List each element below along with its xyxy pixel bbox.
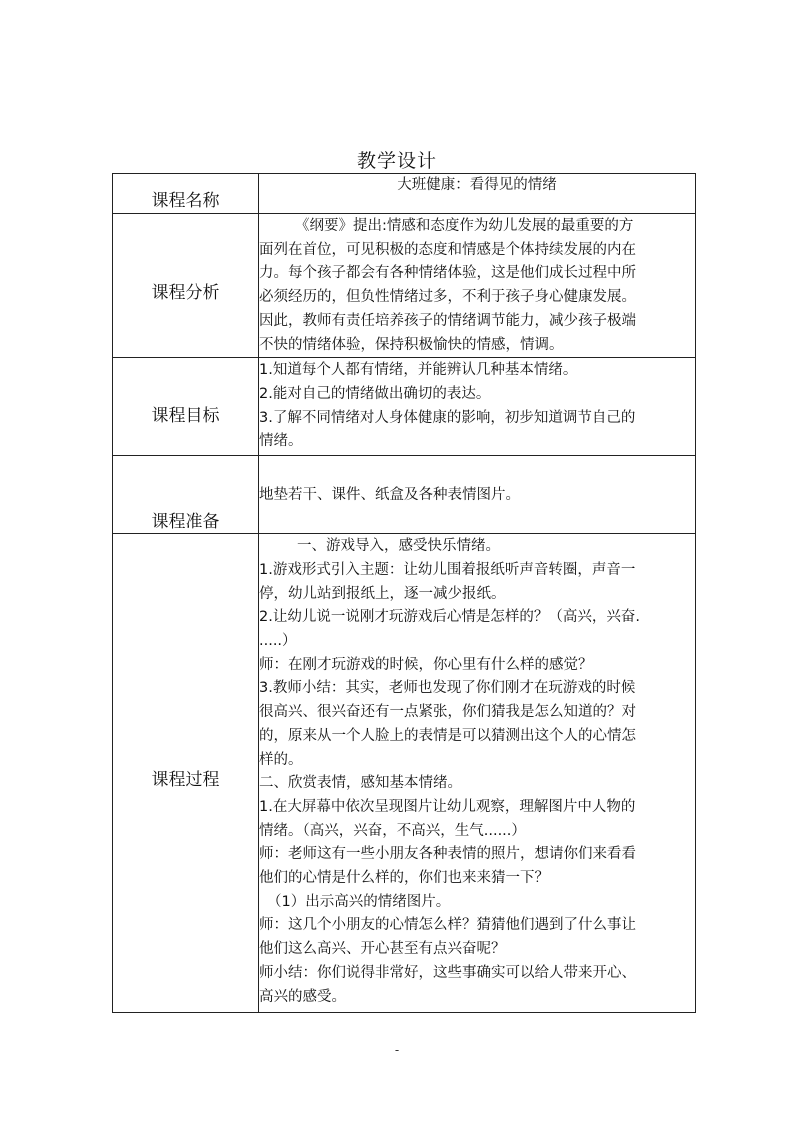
text-line: 不快的情绪体验，保持积极愉快的情感，情调。 [259,336,564,353]
text-line: 样的。 [259,751,303,768]
label-cell [113,214,259,358]
course-name-value: 大班健康：看得见的情绪 [259,174,696,214]
text-line: 他们这么高兴、开心甚至有点兴奋呢？ [259,941,506,958]
row-analysis [113,214,696,358]
row-process [113,534,696,1013]
text-line: 因此，教师有责任培养孩子的情绪调节能力，减少孩子极端 [259,312,636,329]
preparation-content [259,456,696,534]
course-name-label: 课程名称 [151,191,220,211]
text-line: 他们的心情是什么样的，你们也来来猜一下？ [259,870,549,887]
text-line: （1）出示高兴的情绪图片。 [267,893,451,910]
text-line: 2.能对自己的情绪做出确切的表达。 [259,385,491,402]
text-line: 师：这几个小朋友的心情怎么样？猜猜他们遇到了什么事让 [259,917,636,934]
text-line: 地垫若干、课件、纸盒及各种表情图片。 [259,487,520,504]
text-line: 力。每个孩子都会有各种情绪体验，这是他们成长过程中所 [259,265,636,282]
text-line: 二、欣赏表情，感知基本情绪。 [259,775,462,792]
text-line: 2.让幼儿说一说刚才玩游戏后心情是怎样的？（高兴，兴奋. [259,609,640,626]
analysis-label: 课程分析 [151,283,220,303]
preparation-label: 课程准备 [151,512,220,533]
text-line: 1.游戏形式引入主题：让幼儿围着报纸听声音转圈，声音一 [259,561,636,578]
analysis-content [259,214,696,358]
text-line: 高兴的感受。 [259,988,346,1005]
text-line: 1.在大屏幕中依次呈现图片让幼儿观察，理解图片中人物的 [259,798,636,815]
objectives-content [259,358,696,456]
process-content [259,534,696,1013]
process-label: 课程过程 [151,770,220,791]
page-footer-mark: - [394,1043,400,1057]
objectives-label: 课程目标 [151,406,220,427]
text-line: 3.教师小结：其实，老师也发现了你们刚才在玩游戏的时候 [259,680,636,697]
label-cell [113,358,259,456]
text-line: 情绪。 [259,433,303,450]
text-line: 的，原来从一个人脸上的表情是可以猜测出这个人的心情怎 [259,727,636,744]
lesson-plan-table [112,173,696,1013]
text-line: 很高兴、很兴奋还有一点紧张，你们猜我是怎么知道的？对 [259,704,636,721]
label-cell [113,534,259,1013]
label-cell [113,174,259,214]
text-line: 1.知道每个人都有情绪，并能辨认几种基本情绪。 [259,362,578,379]
document-title: 教学设计 [356,150,437,172]
row-objectives [113,358,696,456]
text-line: 一、游戏导入，感受快乐情绪。 [297,538,500,555]
text-line: 师：老师这有一些小朋友各种表情的照片，想请你们来看看 [259,846,636,863]
text-line: 3.了解不同情绪对人身体健康的影响，初步知道调节自己的 [259,409,636,426]
text-line: 师：在刚才玩游戏的时候，你心里有什么样的感觉？ [259,656,593,673]
text-line: 必须经历的，但负性情绪过多，不利于孩子身心健康发展。 [259,289,636,306]
label-cell [113,456,259,534]
text-line: 停，幼儿站到报纸上，逐一减少报纸。 [259,585,506,602]
text-line: 《纲要》提出:情感和态度作为幼儿发展的最重要的方 [295,218,634,234]
row-course-name [113,174,696,214]
text-line: 面列在首位，可见积极的态度和情感是个体持续发展的内在 [259,241,636,258]
row-preparation [113,456,696,534]
text-line: 情绪。（高兴，兴奋，不高兴，生气......） [259,822,526,839]
text-line: .....） [259,633,297,650]
text-line: 师小结：你们说得非常好，这些事确实可以给人带来开心、 [259,964,636,981]
